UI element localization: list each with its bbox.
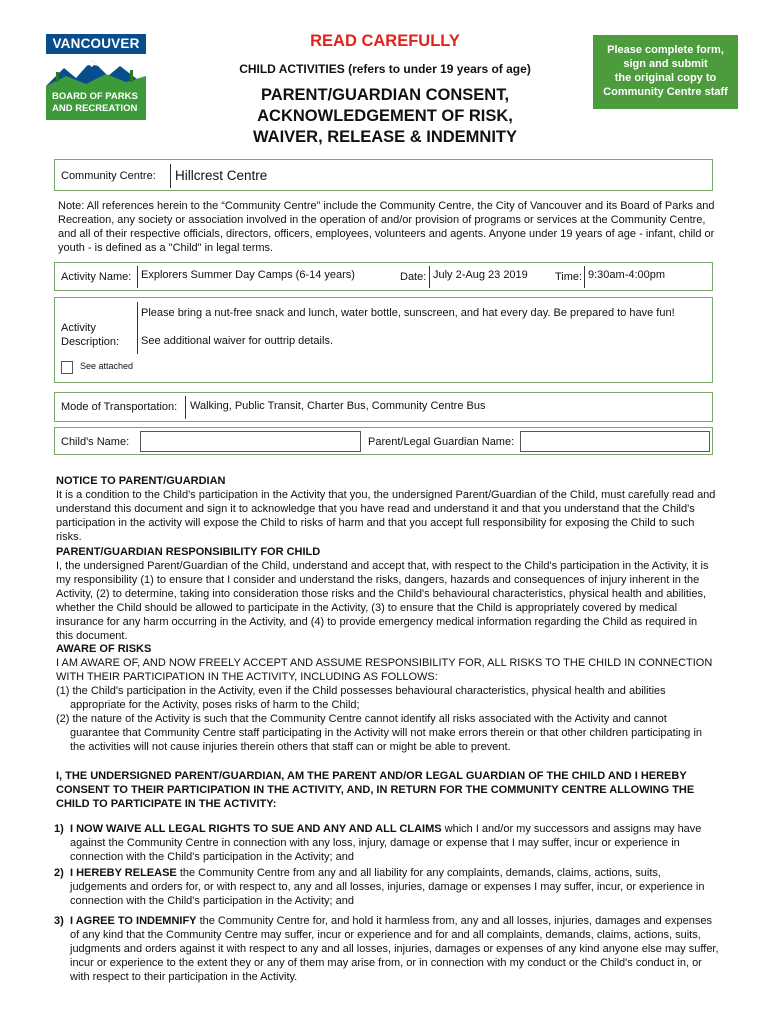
title-line-3: WAIVER, RELEASE & INDEMNITY: [252, 128, 518, 146]
activity-label: Activity: [61, 322, 96, 334]
divider: [584, 266, 585, 288]
notice-line-4: Community Centre staff: [603, 86, 728, 98]
item-lead: I NOW WAIVE ALL LEGAL RIGHTS TO SUE AND ANY AND ALL CLAIMS: [70, 823, 442, 835]
notice-section: [56, 474, 716, 544]
guardian-name-label: Parent/Legal Guardian Name:: [368, 436, 515, 448]
activity-name-row: [54, 262, 713, 291]
definitions-note: Note: All references herein to the “Community Centre” include the Community Centre, the City of Vancouver and its Board of Parks and Recreation, any society or association involved in the operation of and/or provision of programs or services at the Community Centre, and all of their respective officials, directors, officers, employees, volunteers and agents. Anyone under 19 years of age - infant, child or youth - is defined as a "Child" in legal terms.: [58, 200, 715, 254]
see-attached-checkbox[interactable]: [61, 361, 73, 374]
activity-description-box: [54, 297, 713, 383]
transport-label: Mode of Transportation:: [61, 401, 178, 413]
description-line-2[interactable]: See additional waiver for outtrip details.: [141, 335, 333, 347]
title-line-2: ACKNOWLEDGEMENT OF RISK,: [257, 107, 513, 125]
item-number: 1): [54, 823, 64, 835]
divider: [137, 302, 138, 354]
notice-line-3: the original copy to: [614, 72, 717, 84]
risks-item-1: (1) the Child's participation in the Activity, even if the Child possesses behavioural characteristics, physical health and abilities appropriate for the Activity, poses risks of harm to the Child;: [56, 685, 666, 711]
logo-title: VANCOUVER: [46, 34, 146, 54]
names-row: [54, 427, 713, 455]
risks-intro: I AM AWARE OF, AND NOW FREELY ACCEPT AND ASSUME RESPONSIBILITY FOR, ALL RISKS TO THE CHILD IN CONNECTION WITH THEIR PARTICIPATION IN THE ACTIVITY, INCLUDING AS FOLLOWS:: [56, 657, 713, 683]
consent-heading: I, THE UNDERSIGNED PARENT/GUARDIAN, AM THE PARENT AND/OR LEGAL GUARDIAN OF THE CHILD AND I HEREBY CONSENT TO THEIR PARTICIPATION IN THE ACTIVITY, AND, IN RETURN FOR THE COMMUNITY CENTRE ALLOWING THE CHILD TO PARTICIPATE IN THE ACTIVITY:: [56, 770, 695, 810]
title-line-1: PARENT/GUARDIAN CONSENT,: [260, 86, 510, 104]
see-attached-label: See attached: [80, 361, 134, 371]
item-text: the Community Centre for, and hold it harmless from, any and all losses, injuries, damages and expenses of any kind that the Community Centre may suffer, incur or experience and for and all complaints, demands, claims, actions, suits, judgments and orders against it with respect to any and all losses, injuries, damages or expenses of any kind anyone else may suffer, incur or experience to the extent they or any of them may arise from, or in connection with my conduct or the Child's conduct in, or with respect to their participation in the Activity.: [70, 915, 719, 983]
date-label: Date:: [400, 271, 427, 283]
responsibility-heading: PARENT/GUARDIAN RESPONSIBILITY FOR CHILD: [56, 546, 321, 558]
time-label: Time:: [555, 271, 583, 283]
consent-item-3: [54, 914, 720, 984]
consent-item-2: [54, 866, 720, 908]
divider: [170, 164, 171, 188]
submission-notice-box: [593, 35, 738, 109]
notice-text: It is a condition to the Child's participation in the Activity that you, the undersigned Parent/Guardian of the Child, must carefully read and understand this document and sign it to acknowledge that you have read and understand it and that you understand that the Child's participation in the activity will expose the Child to risks of harm and that you accept full responsibility for exposing the Child to such risks.: [56, 489, 716, 543]
responsibility-section: [56, 545, 716, 643]
notice-line-2: sign and submit: [623, 58, 708, 70]
divider: [137, 266, 138, 288]
form-subtitle: CHILD ACTIVITIES (refers to under 19 years of age): [239, 62, 531, 76]
item-number: 2): [54, 867, 64, 879]
item-number: 3): [54, 915, 64, 927]
notice-line-1: Please complete form,: [607, 44, 724, 56]
activity-name-field[interactable]: Explorers Summer Day Camps (6-14 years): [141, 269, 355, 281]
logo-line-1: BOARD OF PARKS: [52, 91, 138, 102]
divider: [429, 266, 430, 288]
child-name-input[interactable]: [140, 431, 361, 452]
responsibility-text: I, the undersigned Parent/Guardian of the Child, understand and accept that, with respect to the Child's participation in the Activity, it is my responsibility (1) to ensure that I consider and understand the risks, dangers, hazards and consequences of injury inherent in the Activity, (2) to determine, taking into consideration those risks and the Child's behavioural characteristics, physical health and abilities, whether the Child should be allowed to participate in the Activity, (3) to ensure that the Child is appropriately covered by medical insurance for any harm occurring in the Activity, and (4) to provide emergency medical information regarding the Child as required in this document.: [56, 560, 709, 642]
community-centre-row: [54, 159, 713, 191]
transportation-row: [54, 392, 713, 422]
date-field[interactable]: July 2-Aug 23 2019: [433, 269, 528, 281]
item-text: the Community Centre from any and all liability for any complaints, demands, claims, actions, suits, judgements and orders for, or with respect to, any and all losses, injuries, damage or expenses I may suffer, incur, or experience in connection with the Child's participation in the Activity; and: [70, 867, 705, 907]
description-label: Description:: [61, 336, 120, 348]
divider: [185, 396, 186, 419]
child-name-label: Child's Name:: [61, 436, 130, 448]
risks-heading: AWARE OF RISKS: [56, 643, 152, 655]
item-text: which I and/or my successors and assigns may have against the Community Centre in connection with any loss, injury, damage or expense that I may suffer, incur or experience in connection with the Child's participation in the Activity; and: [70, 823, 702, 863]
notice-heading: NOTICE TO PARENT/GUARDIAN: [56, 475, 226, 487]
item-lead: I AGREE TO INDEMNIFY: [70, 915, 197, 927]
read-carefully-heading: READ CAREFULLY: [310, 32, 460, 50]
risks-section: [56, 642, 716, 754]
community-centre-field[interactable]: Hillcrest Centre: [175, 168, 268, 183]
risks-item-2: (2) the nature of the Activity is such that the Community Centre cannot identify all risks associated with the Activity and cannot guarantee that Community Centre staff participating in the Activity will not make errors therein or that other children participating in the activities will not cause injuries therein others that staff can or might be able to prevent.: [56, 713, 703, 753]
time-field[interactable]: 9:30am-4:00pm: [588, 269, 666, 281]
transport-field[interactable]: Walking, Public Transit, Charter Bus, Community Centre Bus: [190, 400, 486, 412]
description-line-1[interactable]: Please bring a nut-free snack and lunch, water bottle, sunscreen, and hat every day. Be prepared to have fun!: [141, 307, 675, 319]
activity-name-label: Activity Name:: [61, 271, 132, 283]
guardian-name-input[interactable]: [520, 431, 710, 452]
consent-item-1: [54, 822, 720, 864]
community-centre-label: Community Centre:: [61, 170, 156, 182]
logo-line-2: AND RECREATION: [52, 102, 138, 114]
item-lead: I HEREBY RELEASE: [70, 867, 177, 879]
